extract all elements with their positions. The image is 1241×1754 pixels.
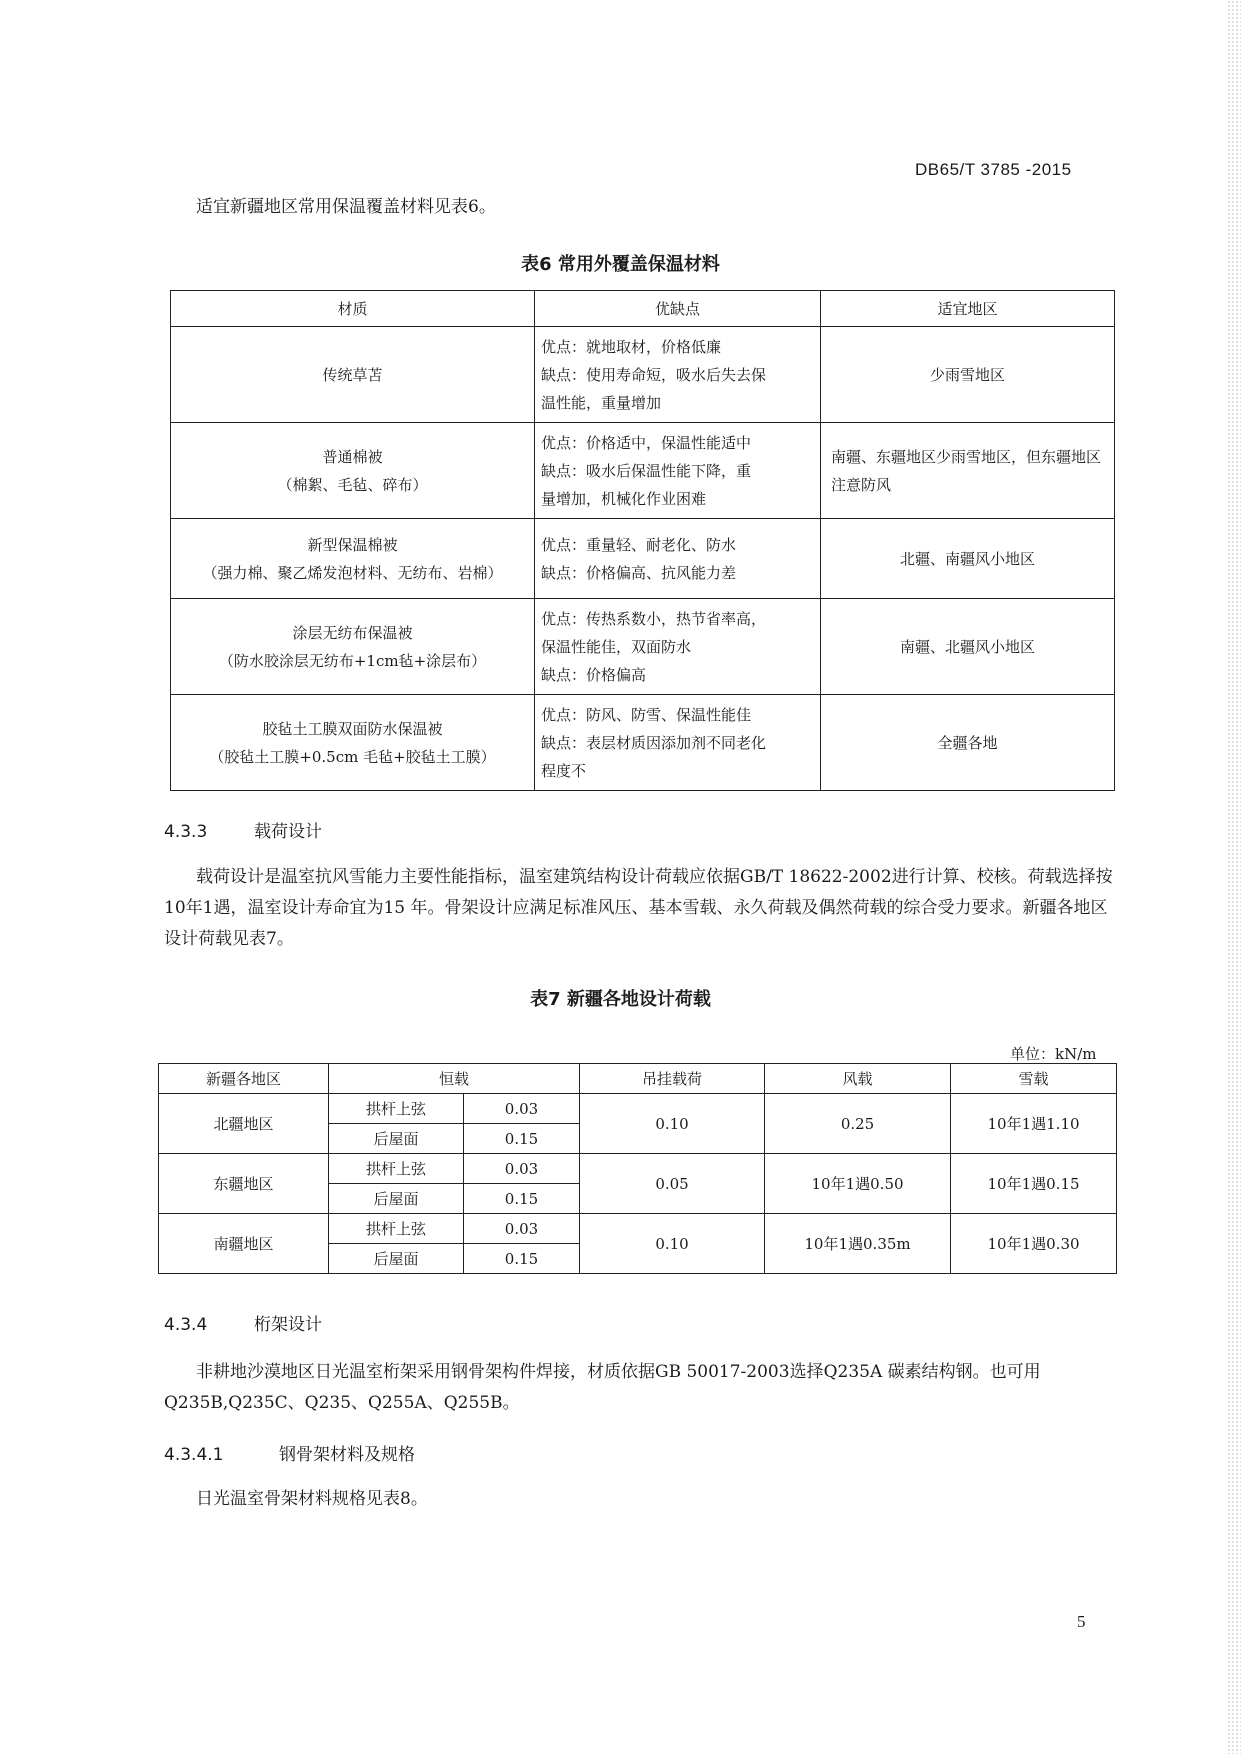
section-paragraph: 日光温室骨架材料规格见表8。	[196, 1489, 428, 1509]
region-cell: 南疆、东疆地区少雨雪地区，但东疆地区注意防风	[821, 423, 1115, 519]
material-name: 涂层无纺布保温被	[292, 623, 413, 642]
table7	[158, 1063, 1117, 1274]
document-code: DB65/T 3785 -2015	[915, 160, 1072, 179]
dead-load-item: 拱杆上弦	[329, 1154, 464, 1184]
merit-line: 保温性能佳，双面防水	[541, 637, 692, 656]
region-cell: 东疆地区	[159, 1154, 329, 1214]
table6-caption: 表6 常用外覆盖保温材料	[521, 254, 720, 275]
dead-load-item: 拱杆上弦	[329, 1214, 464, 1244]
snow-load-value: 10年1遇0.30	[951, 1214, 1117, 1274]
material-note: （胶毡土工膜+0.5cm 毛毡+胶毡土工膜）	[209, 747, 496, 766]
table-row	[159, 1094, 1117, 1124]
hanging-load-value: 0.10	[580, 1214, 765, 1274]
merit-line: 优点：传热系数小，热节省率高，	[541, 609, 767, 628]
merit-line: 缺点：使用寿命短，吸水后失去保	[541, 365, 767, 384]
merit-line: 程度不	[541, 761, 587, 780]
header-wind-load: 风载	[765, 1064, 951, 1094]
section-title: 桁架设计	[254, 1315, 322, 1335]
material-name: 传统草苫	[322, 365, 383, 384]
region-cell: 少雨雪地区	[821, 327, 1115, 423]
dead-load-item: 后屋面	[329, 1124, 464, 1154]
table-row	[171, 423, 1115, 519]
material-name: 普通棉被	[322, 447, 383, 466]
material-cell	[171, 423, 535, 519]
header-merits: 优缺点	[535, 291, 821, 327]
table-row	[171, 599, 1115, 695]
table-row	[171, 519, 1115, 599]
header-dead-load: 恒载	[329, 1064, 580, 1094]
merit-line: 优点：就地取材，价格低廉	[541, 337, 722, 356]
merit-line: 优点：价格适中，保温性能适中	[541, 433, 752, 452]
region-cell: 全疆各地	[821, 695, 1115, 791]
merit-line: 优点：防风、防雪、保温性能佳	[541, 705, 752, 724]
section-title: 钢骨架材料及规格	[279, 1445, 415, 1465]
header-region: 新疆各地区	[159, 1064, 329, 1094]
table6	[170, 290, 1115, 791]
wind-load-value: 0.25	[765, 1094, 951, 1154]
table6-header-row	[171, 291, 1115, 327]
header-hanging-load: 吊挂载荷	[580, 1064, 765, 1094]
table7-unit: 单位：kN/m	[1010, 1045, 1097, 1063]
region-cell: 南疆地区	[159, 1214, 329, 1274]
section-heading-4-3-3	[164, 817, 322, 842]
hanging-load-value: 0.05	[580, 1154, 765, 1214]
hanging-load-value: 0.10	[580, 1094, 765, 1154]
material-cell	[171, 327, 535, 423]
dead-load-value: 0.15	[464, 1124, 580, 1154]
section-paragraph: 载荷设计是温室抗风雪能力主要性能指标，温室建筑结构设计荷载应依据GB/T 18622-2002进行计算、校核。荷载选择按10年1遇，温室设计寿命宜为15 年。骨架设计应满足标准风压、基本雪载、永久荷载及偶然荷载的综合受力要求。新疆各地区设计荷载见表7。	[164, 867, 1113, 949]
wind-load-value: 10年1遇0.50	[765, 1154, 951, 1214]
header-region: 适宜地区	[821, 291, 1115, 327]
table7-header-row	[159, 1064, 1117, 1094]
merits-cell	[535, 599, 821, 695]
dead-load-item: 后屋面	[329, 1184, 464, 1214]
merit-line: 缺点：吸水后保温性能下降，重	[541, 461, 752, 480]
material-note: （强力棉、聚乙烯发泡材料、无纺布、岩棉）	[202, 563, 503, 582]
page-number: 5	[1077, 1612, 1086, 1631]
region-cell: 南疆、北疆风小地区	[821, 599, 1115, 695]
merit-line: 缺点：价格偏高	[541, 665, 647, 684]
wind-load-value: 10年1遇0.35m	[765, 1214, 951, 1274]
material-name: 新型保温棉被	[307, 535, 398, 554]
merits-cell	[535, 695, 821, 791]
section-heading-4-3-4	[164, 1310, 322, 1335]
snow-load-value: 10年1遇1.10	[951, 1094, 1117, 1154]
material-note: （棉絮、毛毡、碎布）	[277, 475, 428, 494]
section-number: 4.3.4	[164, 1315, 208, 1335]
section-number: 4.3.3	[164, 822, 208, 842]
section-number: 4.3.4.1	[164, 1445, 224, 1465]
table7-caption: 表7 新疆各地设计荷载	[530, 989, 711, 1010]
region-cell: 北疆地区	[159, 1094, 329, 1154]
merit-line: 优点：重量轻、耐老化、防水	[541, 535, 737, 554]
merit-line: 温性能，重量增加	[541, 393, 662, 412]
material-note: （防水胶涂层无纺布+1cm毡+涂层布）	[218, 651, 487, 670]
material-cell	[171, 599, 535, 695]
dead-load-item: 后屋面	[329, 1244, 464, 1274]
dead-load-value: 0.15	[464, 1184, 580, 1214]
merits-cell	[535, 519, 821, 599]
table-row	[171, 327, 1115, 423]
merit-line: 量增加，机械化作业困难	[541, 489, 707, 508]
dead-load-value: 0.15	[464, 1244, 580, 1274]
dead-load-item: 拱杆上弦	[329, 1094, 464, 1124]
merits-cell	[535, 327, 821, 423]
table-row	[159, 1154, 1117, 1184]
header-material: 材质	[171, 291, 535, 327]
snow-load-value: 10年1遇0.15	[951, 1154, 1117, 1214]
merit-line: 缺点：价格偏高、抗风能力差	[541, 563, 737, 582]
dead-load-value: 0.03	[464, 1094, 580, 1124]
dead-load-value: 0.03	[464, 1154, 580, 1184]
table-row	[159, 1214, 1117, 1244]
material-cell	[171, 519, 535, 599]
section-paragraph: 非耕地沙漠地区日光温室桁架采用钢骨架构件焊接，材质依据GB 50017-2003选择Q235A 碳素结构钢。也可用Q235B,Q235C、Q235、Q255A、Q255B。	[164, 1362, 1041, 1413]
merit-line: 缺点：表层材质因添加剂不同老化	[541, 733, 767, 752]
header-snow-load: 雪载	[951, 1064, 1117, 1094]
section-title: 载荷设计	[254, 822, 322, 842]
table-row	[171, 695, 1115, 791]
region-cell: 北疆、南疆风小地区	[821, 519, 1115, 599]
merits-cell	[535, 423, 821, 519]
dead-load-value: 0.03	[464, 1214, 580, 1244]
material-name: 胶毡土工膜双面防水保温被	[262, 719, 443, 738]
section-heading-4-3-4-1	[164, 1440, 415, 1465]
material-cell	[171, 695, 535, 791]
intro-text: 适宜新疆地区常用保温覆盖材料见表6。	[196, 197, 496, 217]
